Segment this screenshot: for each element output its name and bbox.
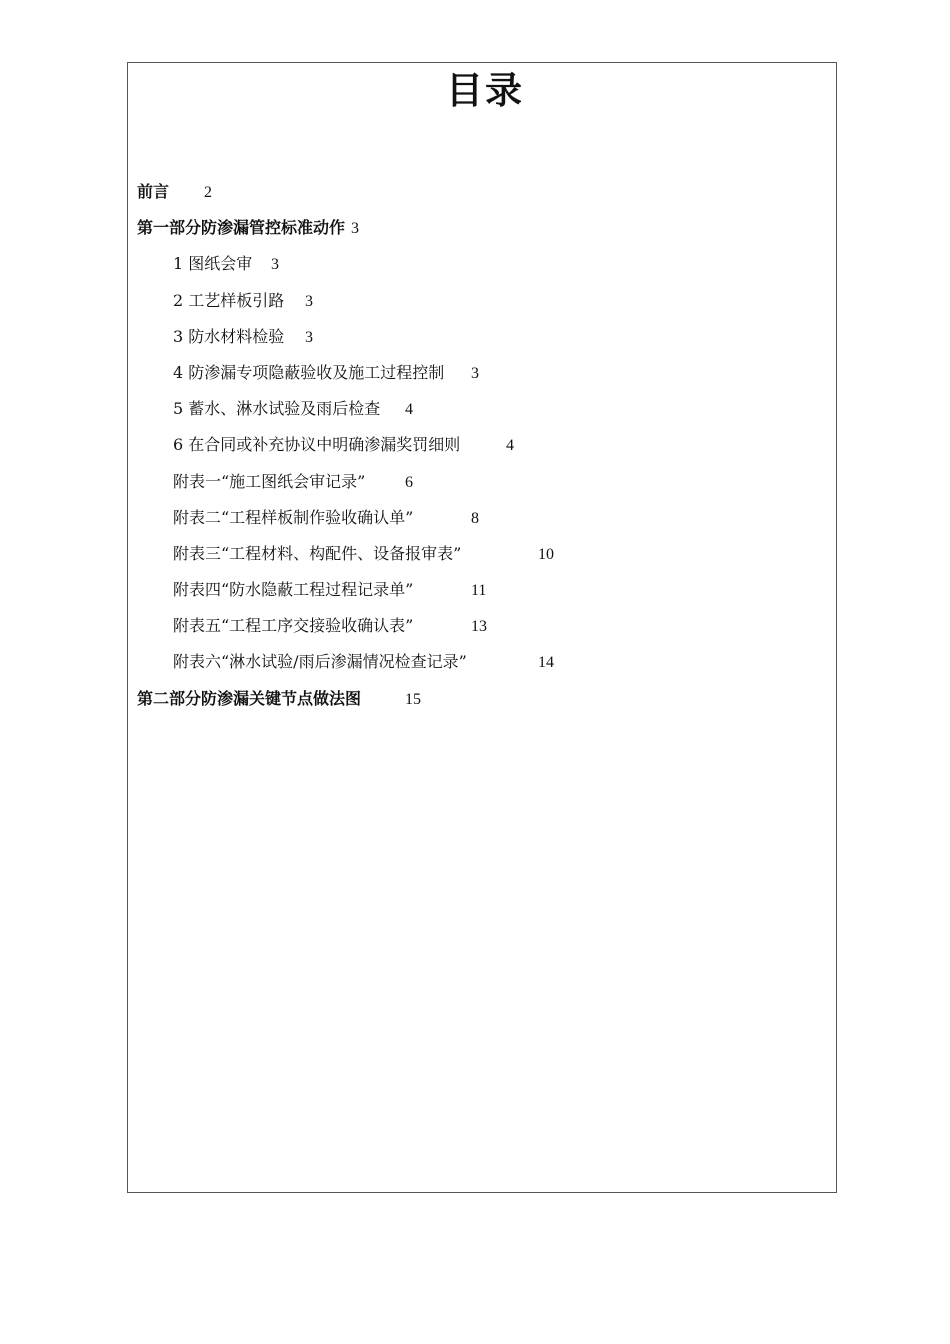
toc-entry-appendix-2[interactable]	[137, 500, 827, 536]
toc-entry-label: 4 防渗漏专项隐蔽验收及施工过程控制	[173, 362, 445, 382]
toc-entry-label: 1 图纸会审	[173, 254, 253, 274]
toc-entry-label: 附表一“施工图纸会审记录”	[173, 471, 366, 491]
toc-entry-page: 3	[271, 256, 279, 274]
page-title: 目录	[446, 69, 524, 112]
toc-entry-part-one[interactable]	[137, 210, 827, 246]
toc-entry-label: 2 工艺样板引路	[173, 290, 285, 310]
toc-entry-appendix-3[interactable]	[137, 536, 827, 572]
toc-entry-part-two[interactable]	[137, 681, 827, 717]
toc-entry-page: 4	[405, 401, 413, 419]
toc-entry-page: 13	[471, 618, 487, 636]
toc-entry-page: 3	[471, 364, 479, 382]
toc-entry-section-4[interactable]	[137, 355, 827, 391]
toc-entry-appendix-5[interactable]	[137, 608, 827, 644]
toc-entry-page: 8	[471, 509, 479, 527]
toc-entry-appendix-6[interactable]	[137, 644, 827, 680]
toc-entry-page: 11	[471, 582, 487, 600]
toc-entry-page: 3	[305, 292, 313, 310]
toc-entry-section-6[interactable]	[137, 427, 827, 463]
toc-entry-page: 3	[351, 220, 360, 238]
toc-entry-page: 3	[305, 328, 313, 346]
toc-entry-label: 6 在合同或补充协议中明确渗漏奖罚细则	[173, 435, 461, 455]
toc-entry-appendix-1[interactable]	[137, 464, 827, 500]
toc-entry-appendix-4[interactable]	[137, 572, 827, 608]
toc-entry-label: 5 蓄水、淋水试验及雨后检查	[173, 399, 381, 419]
toc-entry-label: 附表二“工程样板制作验收确认单”	[173, 507, 414, 527]
toc-entry-label: 附表五“工程工序交接验收确认表”	[173, 616, 414, 636]
toc-entry-label: 第一部分防渗漏管控标准动作	[137, 218, 346, 238]
toc-entry-label: 3 防水材料检验	[173, 326, 285, 346]
toc-entry-page: 4	[506, 437, 514, 455]
toc-entry-preface[interactable]	[137, 174, 827, 210]
toc-entry-section-1[interactable]	[137, 246, 827, 282]
toc-entry-label: 附表六“淋水试验/雨后渗漏情况检查记录”	[173, 652, 467, 672]
toc-entry-label: 前言	[137, 182, 170, 201]
toc-entry-label: 第二部分防渗漏关键节点做法图	[137, 688, 362, 708]
toc-entry-page: 14	[538, 654, 554, 672]
table-of-contents	[137, 174, 827, 717]
toc-entry-page: 2	[204, 184, 212, 201]
toc-entry-page: 15	[405, 690, 421, 708]
toc-entry-page: 6	[405, 473, 413, 491]
toc-entry-section-5[interactable]	[137, 391, 827, 427]
toc-entry-section-3[interactable]	[137, 319, 827, 355]
toc-entry-label: 附表四“防水隐蔽工程过程记录单”	[173, 580, 414, 600]
toc-entry-section-2[interactable]	[137, 283, 827, 319]
toc-entry-label: 附表三“工程材料、构配件、设备报审表”	[173, 543, 462, 563]
toc-entry-page: 10	[538, 545, 554, 563]
